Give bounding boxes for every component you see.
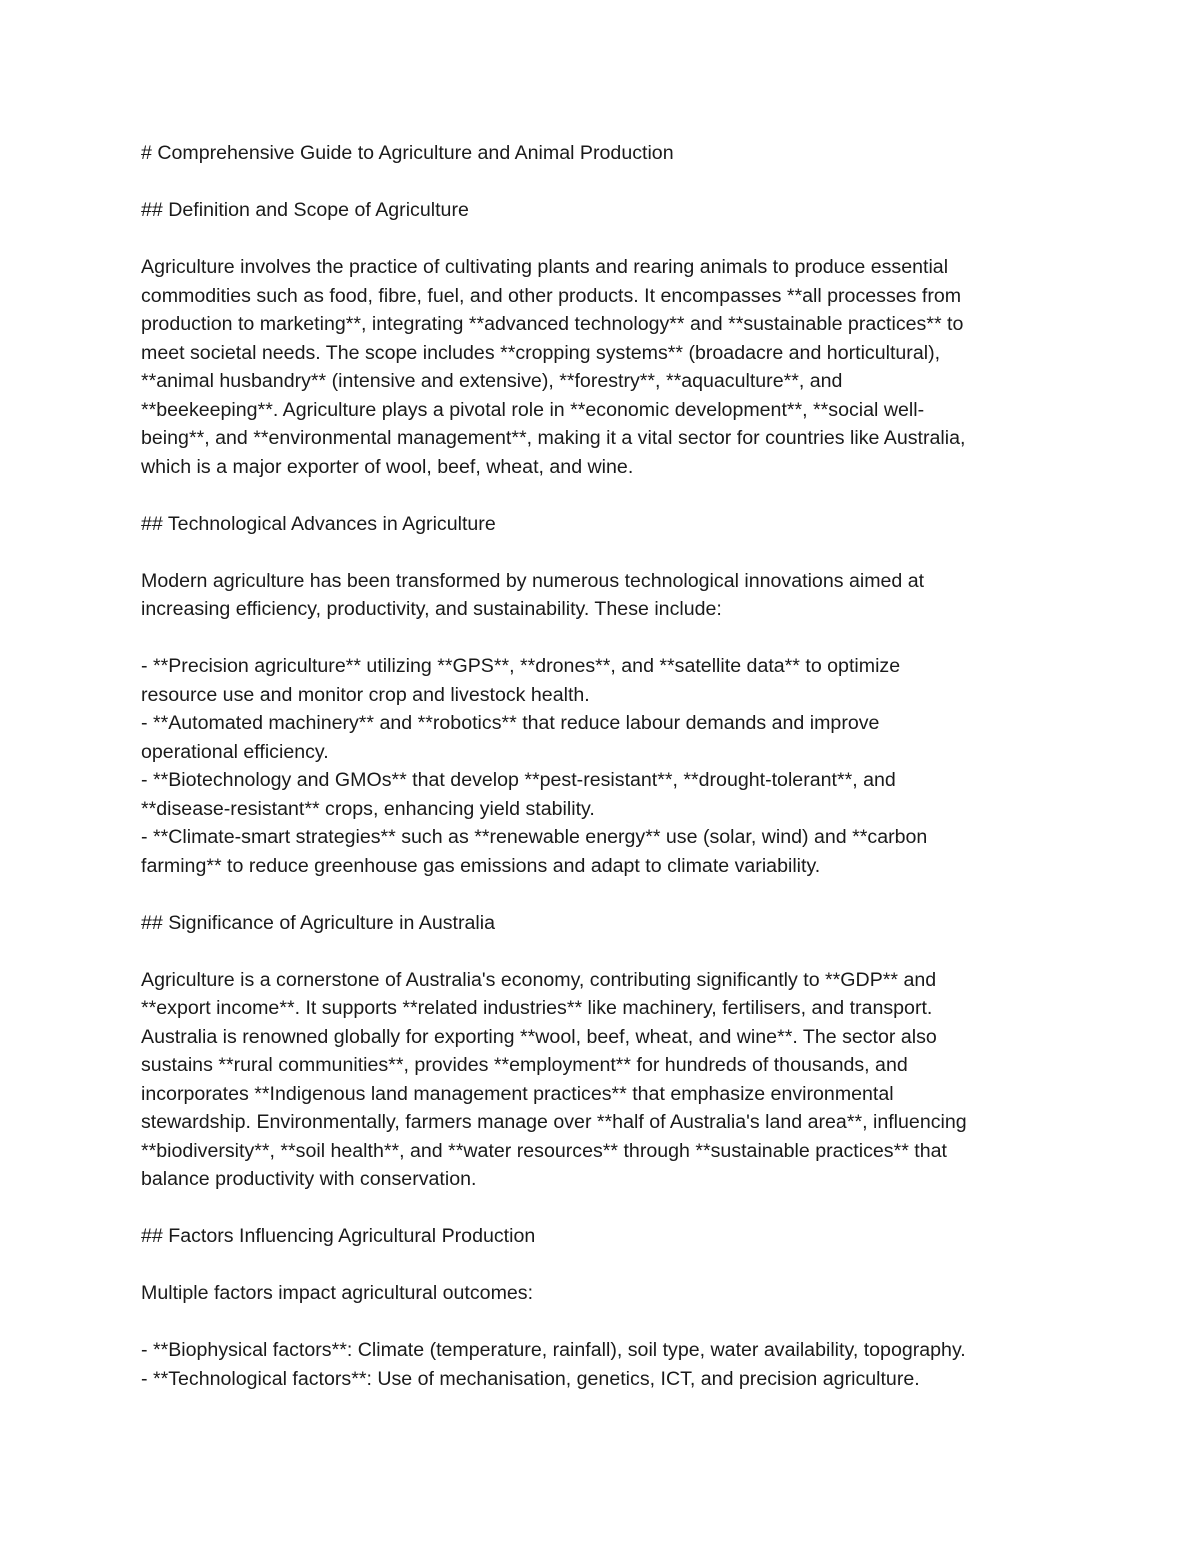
list-item-line: - **Automated machinery** and **robotics** that reduce labour demands and improve bbox=[141, 712, 880, 734]
list-item-line: **disease-resistant** crops, enhancing yield stability. bbox=[141, 797, 595, 820]
paragraph-line: Australia is renowned globally for exporting **wool, beef, wheat, and wine**. The sector also bbox=[141, 1025, 937, 1048]
paragraph-line: stewardship. Environmentally, farmers manage over **half of Australia's land area**, influencing bbox=[141, 1111, 967, 1133]
paragraph-line: Modern agriculture has been transformed by numerous technological innovations aimed at bbox=[141, 569, 925, 592]
section-list-factors bbox=[141, 1336, 1061, 1393]
paragraph-line: sustains **rural communities**, provides **employment** for hundreds of thousands, and bbox=[141, 1054, 908, 1076]
spacer bbox=[141, 937, 1061, 966]
section-heading-significance: ## Significance of Agriculture in Australia bbox=[141, 911, 495, 934]
list-item-line: - **Precision agriculture** utilizing **GPS**, **drones**, and **satellite data** to optimize bbox=[141, 655, 901, 677]
list-item-line: - **Technological factors**: Use of mechanisation, genetics, ICT, and precision agriculture. bbox=[141, 1367, 920, 1390]
paragraph-line: Agriculture is a cornerstone of Australia's economy, contributing significantly to **GDP** and bbox=[141, 968, 937, 991]
paragraph-line: increasing efficiency, productivity, and sustainability. These include: bbox=[141, 598, 722, 620]
section-heading-technology: ## Technological Advances in Agriculture bbox=[141, 512, 496, 535]
list-item-line: farming** to reduce greenhouse gas emissions and adapt to climate variability. bbox=[141, 854, 821, 877]
paragraph-line: Agriculture involves the practice of cultivating plants and rearing animals to produce essential bbox=[141, 256, 949, 278]
section-heading-factors: ## Factors Influencing Agricultural Production bbox=[141, 1225, 536, 1247]
paragraph-line: being**, and **environmental management**, making it a vital sector for countries like Australia, bbox=[141, 427, 966, 449]
paragraph-line: production to marketing**, integrating **advanced technology** and **sustainable practices** to bbox=[141, 313, 964, 335]
spacer bbox=[141, 481, 1061, 510]
paragraph-line: which is a major exporter of wool, beef, wheat, and wine. bbox=[141, 455, 634, 478]
section-intro-factors: Multiple factors impact agricultural outcomes: bbox=[141, 1282, 534, 1304]
paragraph-line: incorporates **Indigenous land management practices** that emphasize environmental bbox=[141, 1082, 894, 1105]
list-item-line: - **Biophysical factors**: Climate (temperature, rainfall), soil type, water availability, topography. bbox=[141, 1339, 966, 1361]
spacer bbox=[141, 538, 1061, 567]
paragraph-line: **animal husbandry** (intensive and extensive), **forestry**, **aquaculture**, and bbox=[141, 370, 843, 392]
spacer bbox=[141, 1251, 1061, 1280]
paragraph-line: **export income**. It supports **related industries** like machinery, fertilisers, and transport. bbox=[141, 997, 933, 1019]
section-list-technology bbox=[141, 652, 1061, 880]
spacer bbox=[141, 1308, 1061, 1337]
spacer bbox=[141, 225, 1061, 254]
list-item-line: - **Climate-smart strategies** such as **renewable energy** use (solar, wind) and **carbon bbox=[141, 826, 928, 848]
spacer bbox=[141, 880, 1061, 909]
spacer bbox=[141, 1194, 1061, 1223]
paragraph-line: **biodiversity**, **soil health**, and **water resources** through **sustainable practices** that bbox=[141, 1139, 947, 1162]
section-paragraph-definition bbox=[141, 253, 1061, 481]
section-intro-technology bbox=[141, 567, 1061, 624]
section-heading-definition: ## Definition and Scope of Agriculture bbox=[141, 199, 469, 221]
document-title: # Comprehensive Guide to Agriculture and Animal Production bbox=[141, 142, 674, 164]
paragraph-line: balance productivity with conservation. bbox=[141, 1168, 477, 1190]
paragraph-line: commodities such as food, fibre, fuel, and other products. It encompasses **all processes from bbox=[141, 284, 962, 307]
list-item-line: resource use and monitor crop and livestock health. bbox=[141, 683, 590, 706]
document-page bbox=[141, 139, 1061, 1393]
spacer bbox=[141, 168, 1061, 197]
paragraph-line: **beekeeping**. Agriculture plays a pivotal role in **economic development**, **social well- bbox=[141, 398, 925, 421]
list-item-line: - **Biotechnology and GMOs** that develop **pest-resistant**, **drought-tolerant**, and bbox=[141, 769, 896, 791]
paragraph-line: meet societal needs. The scope includes **cropping systems** (broadacre and horticultural), bbox=[141, 341, 941, 364]
spacer bbox=[141, 624, 1061, 653]
section-paragraph-significance bbox=[141, 966, 1061, 1194]
list-item-line: operational efficiency. bbox=[141, 740, 329, 763]
